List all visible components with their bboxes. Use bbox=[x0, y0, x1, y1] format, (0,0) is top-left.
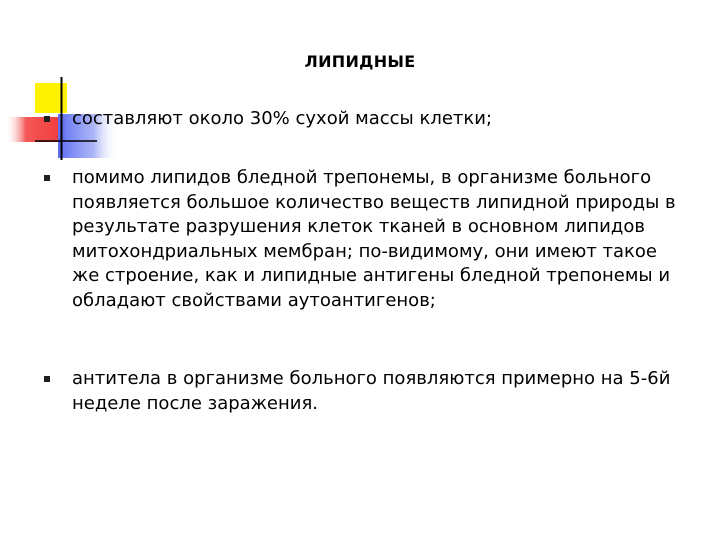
list-item bbox=[72, 367, 680, 416]
list-item bbox=[72, 107, 680, 132]
list-item-text: составляют около 30% сухой массы клетки; bbox=[72, 108, 493, 129]
list-item-text: помимо липидов бледной трепонемы, в организме больного появляется большое количество веществ липидной природы в результате разрушения клеток тканей в основном липидов митохондриальных мембран; по-видимому, они имеют такое же строение, как и липидные антигены бледной трепонемы и обладают свойствами аутоантигенов; bbox=[72, 167, 676, 311]
list-item bbox=[72, 166, 680, 313]
bullet-marker-icon bbox=[44, 376, 50, 382]
list-item-text: антитела в организме больного появляются примерно на 5-6й неделе после заражения. bbox=[72, 368, 671, 414]
slide-title: ЛИПИДНЫЕ bbox=[304, 52, 416, 71]
bullet-marker-icon bbox=[44, 175, 50, 181]
bullet-marker-icon bbox=[44, 116, 50, 122]
